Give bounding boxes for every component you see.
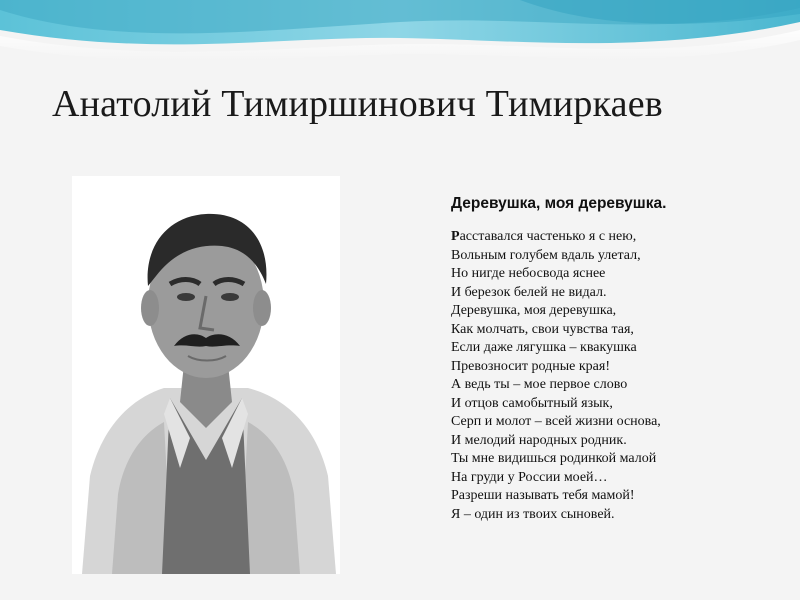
- poem-line: И отцов самобытный язык,: [451, 395, 613, 411]
- poem-line: Если даже лягушка – квакушка: [451, 340, 637, 355]
- poem-line: Превозносит родные края!: [451, 358, 610, 374]
- poem-line: А ведь ты – мое первое слово: [451, 377, 628, 392]
- poem-line: И мелодий народных родник.: [451, 432, 627, 448]
- poem-text: [451, 228, 661, 524]
- poem-line: [451, 228, 661, 247]
- poem-line: Ты мне видишься родинкой малой: [451, 451, 657, 466]
- poem-line: Но нигде небосвода яснее: [451, 266, 606, 281]
- poem-line: Вольным голубем вдаль улетал,: [451, 247, 641, 263]
- decorative-wave-header: [0, 0, 800, 80]
- poem-line: Серп и молот – всей жизни основа,: [451, 414, 661, 429]
- poem-dropcap: Р: [451, 229, 460, 244]
- poem-title: Деревушка, моя деревушка.: [451, 195, 667, 212]
- poem-line: Разреши называть тебя мамой!: [451, 488, 635, 503]
- author-portrait-image: [72, 176, 340, 574]
- poem-line: И березок белей не видал.: [451, 284, 607, 300]
- poem-line: Я – один из твоих сыновей.: [451, 506, 615, 522]
- poem-line: Деревушка, моя деревушка,: [451, 303, 617, 318]
- poem-first-line-rest: асставался частенько я с нею,: [459, 229, 637, 244]
- poem-line: Как молчать, свои чувства тая,: [451, 321, 634, 337]
- poem-line: На груди у России моей…: [451, 469, 608, 485]
- slide-title: Анатолий Тимиршинович Тимиркаев: [52, 83, 663, 125]
